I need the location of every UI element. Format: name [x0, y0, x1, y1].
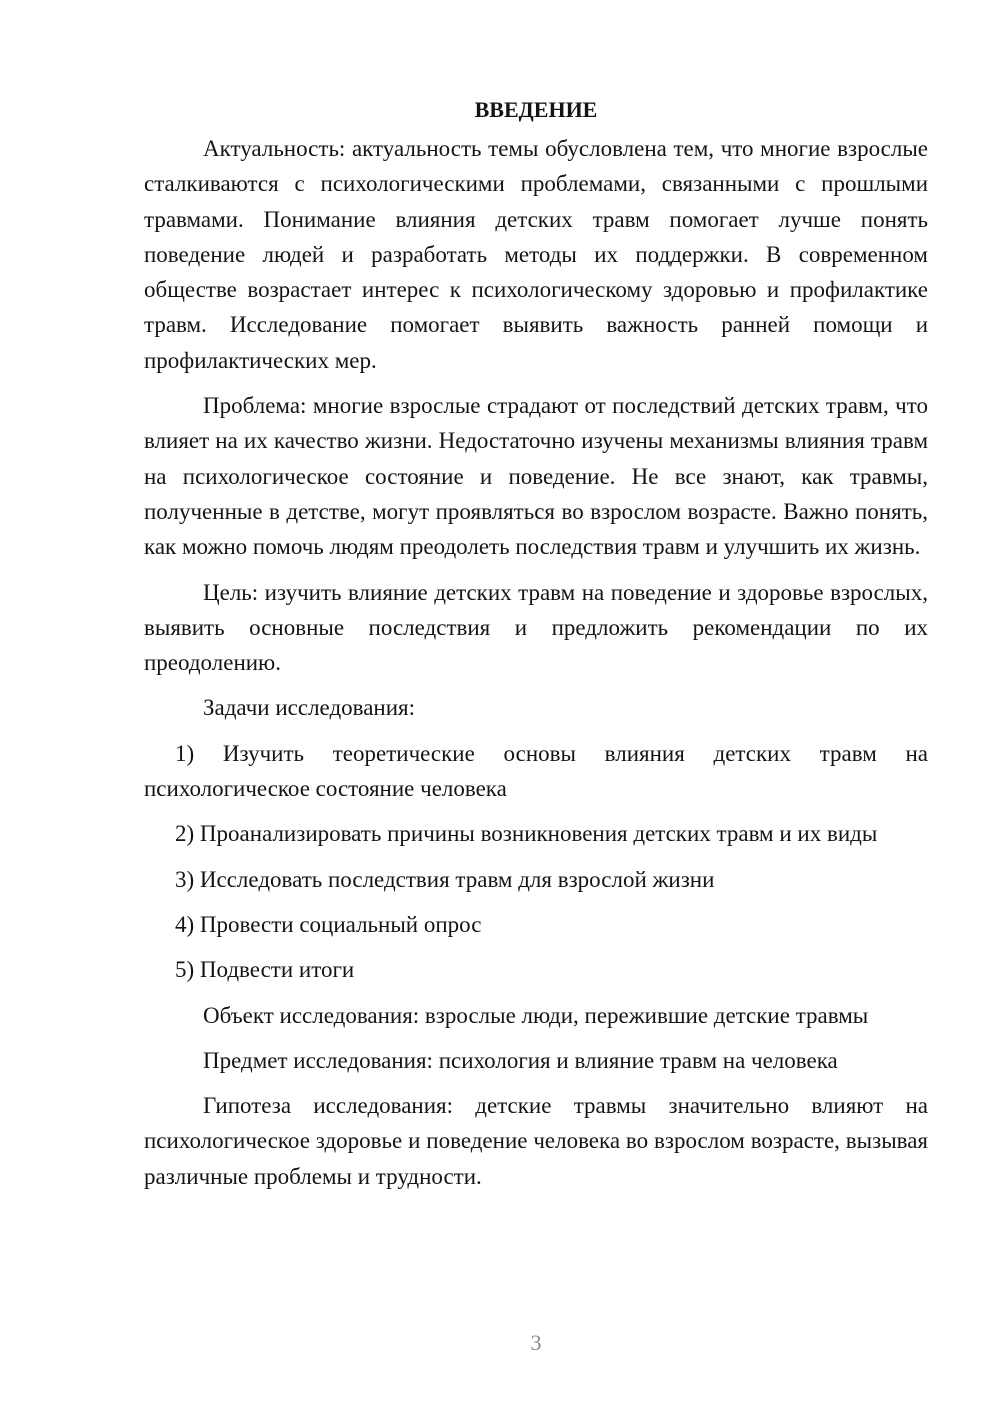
- page-content: [144, 92, 928, 1204]
- task-item-5: 5) Подвести итоги: [175, 957, 355, 983]
- object-paragraph: Объект исследования: взрослые люди, пережившие детские травмы: [203, 1002, 869, 1028]
- task-item-3: 3) Исследовать последствия травм для взрослой жизни: [175, 866, 715, 892]
- task-item-1: 1) Изучить теоретические основы влияния детских травм на психологическое состояние человека: [144, 740, 928, 802]
- page-number: 3: [530, 1330, 542, 1355]
- task-item-4: 4) Провести социальный опрос: [175, 911, 482, 937]
- relevance-paragraph: Актуальность: актуальность темы обусловлена тем, что многие взрослые сталкиваются с психологическими проблемами, связанными с прошлыми травмами. Понимание влияния детских травм помогает лучше понять поведение людей и разработать методы их поддержки. В современном обществе возрастает интерес к психологическому здоровью и профилактике травм. Исследование помогает выявить важность ранней помощи и профилактических мер.: [144, 136, 928, 373]
- task-item-2: 2) Проанализировать причины возникновения детских травм и их виды: [175, 821, 878, 847]
- problem-paragraph: Проблема: многие взрослые страдают от последствий детских травм, что влияет на их качество жизни. Недостаточно изучены механизмы влияния травм на психологическое состояние и поведение. Не все знают, как травмы, полученные в детстве, могут проявляться во взрослом возрасте. Важно понять, как можно помочь людям преодолеть последствия травм и улучшить их жизнь.: [144, 393, 928, 560]
- tasks-heading: Задачи исследования:: [203, 695, 416, 721]
- subject-paragraph: Предмет исследования: психология и влияние травм на человека: [203, 1047, 838, 1073]
- section-title: ВВЕДЕНИЕ: [474, 97, 598, 122]
- hypothesis-paragraph: Гипотеза исследования: детские травмы значительно влияют на психологическое здоровье и поведение человека во взрослом возрасте, вызывая различные проблемы и трудности.: [144, 1093, 928, 1189]
- goal-paragraph: Цель: изучить влияние детских травм на поведение и здоровье взрослых, выявить основные последствия и предложить рекомендации по их преодолению.: [144, 579, 928, 676]
